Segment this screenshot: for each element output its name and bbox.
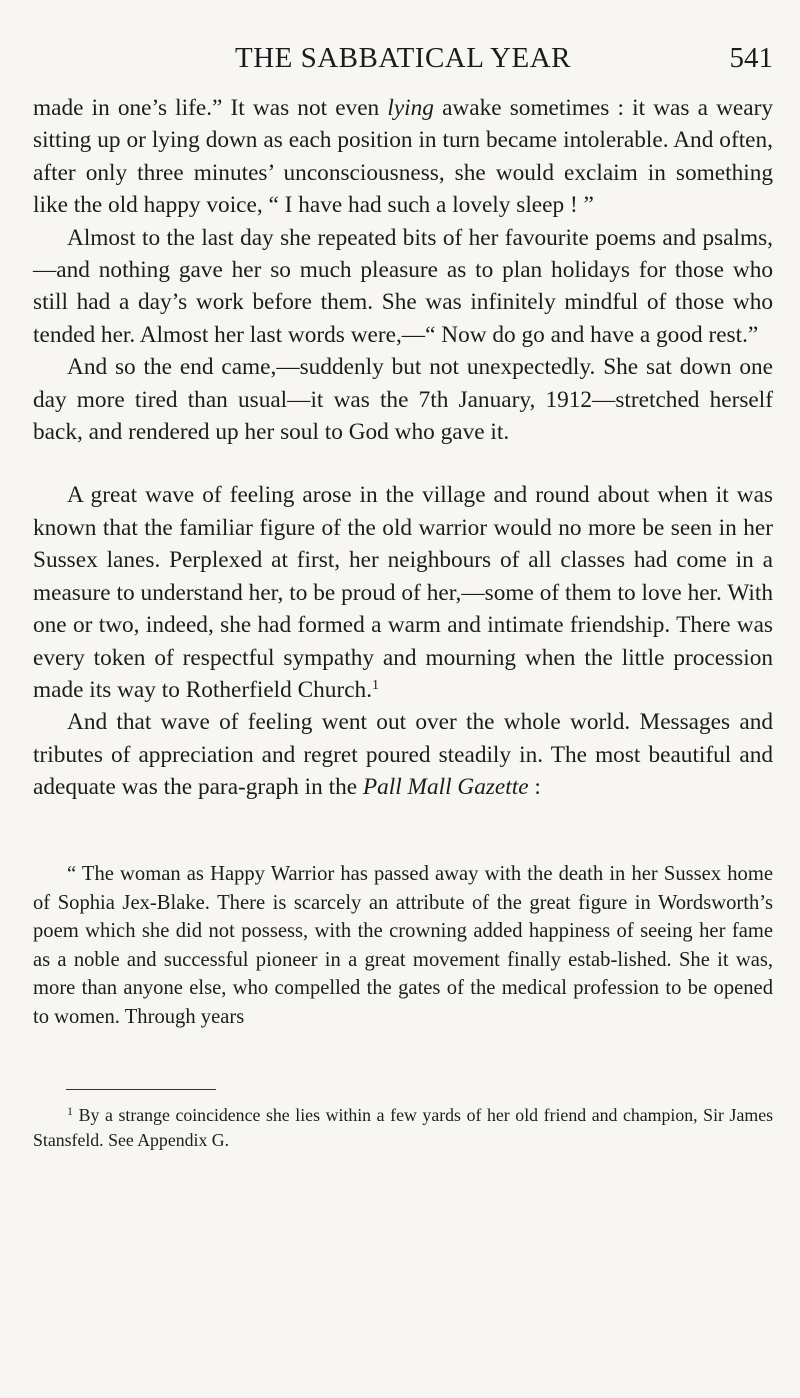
block-quote: “ The woman as Happy Warrior has passed away with the death in her Sussex home of Sophia Jex-Blake. There is scarcely an attribute of the great figure in Wordsworth’s poem which she did not possess, with the crowning added happiness of seeing her fame as a noble and successful pioneer in a great movement finally estab-lished. She it was, more than anyone else, who compelled the gates of the medical profession to be opened to women. Through years xyxy=(33,863,773,1028)
publication-title: Pall Mall Gazette xyxy=(362,774,529,801)
paragraph-5-text-a: And that wave of feeling went out over the whole world. Messages and tributes of appreciation and regret poured steadily in. The most beautiful and adequate was the para-graph in the xyxy=(33,709,773,801)
paragraph-4 xyxy=(33,479,773,706)
paragraph-5-text-b: : xyxy=(528,774,541,801)
paragraph-1-italic: lying xyxy=(387,95,434,121)
running-head xyxy=(33,38,773,78)
paragraph-1-text-b: awake sometimes : it was a weary sitting up or lying down as each position in turn became intolerable. And often, after only three minutes’ unconsciousness, she would exclaim in something like the old happy voice, “ I have had such a lovely sleep ! ” xyxy=(33,95,774,219)
paragraph-4-text: A great wave of feeling arose in the village and round about when it was known that the familiar figure of the old warrior would no more be seen in her Sussex lanes. Perplexed at first, her neighbours of all classes had come in a measure to understand her, to be proud of her,—some of them to love her. With one or two, indeed, she had formed a warm and intimate friendship. There was every token of respectful sympathy and mourning when the little procession made its way to Rotherfield Church. xyxy=(33,482,773,703)
body-text xyxy=(33,92,773,804)
paragraph-1 xyxy=(33,92,773,222)
paragraph-1-text-a: made in one’s life.” It was not even xyxy=(33,95,388,121)
paragraph-3: And so the end came,—suddenly but not unexpectedly. She sat down one day more tired than usual—it was the 7th January, 1912—stretched herself back, and rendered up her soul to God who gave it. xyxy=(33,354,773,446)
footnote-divider xyxy=(66,1089,216,1090)
running-title: THE SABBATICAL YEAR xyxy=(234,42,572,74)
paragraph-2: Almost to the last day she repeated bits of her favourite poems and psalms,—and nothing gave her so much pleasure as to plan holidays for those who still had a day’s work before them. She was infinitely mindful of those who tended her. Almost her last words were,—“ Now do go and have a good rest.” xyxy=(33,224,773,348)
footnote-reference: 1 xyxy=(372,677,380,693)
footnote xyxy=(33,1103,773,1153)
paragraph-5 xyxy=(33,706,773,803)
footnote-mark: 1 xyxy=(67,1104,73,1118)
page-number: 541 xyxy=(729,42,773,74)
footnote-text: By a strange coincidence she lies within a few yards of her old friend and champion, Sir James Stansfeld. See Appendix G. xyxy=(33,1105,774,1150)
